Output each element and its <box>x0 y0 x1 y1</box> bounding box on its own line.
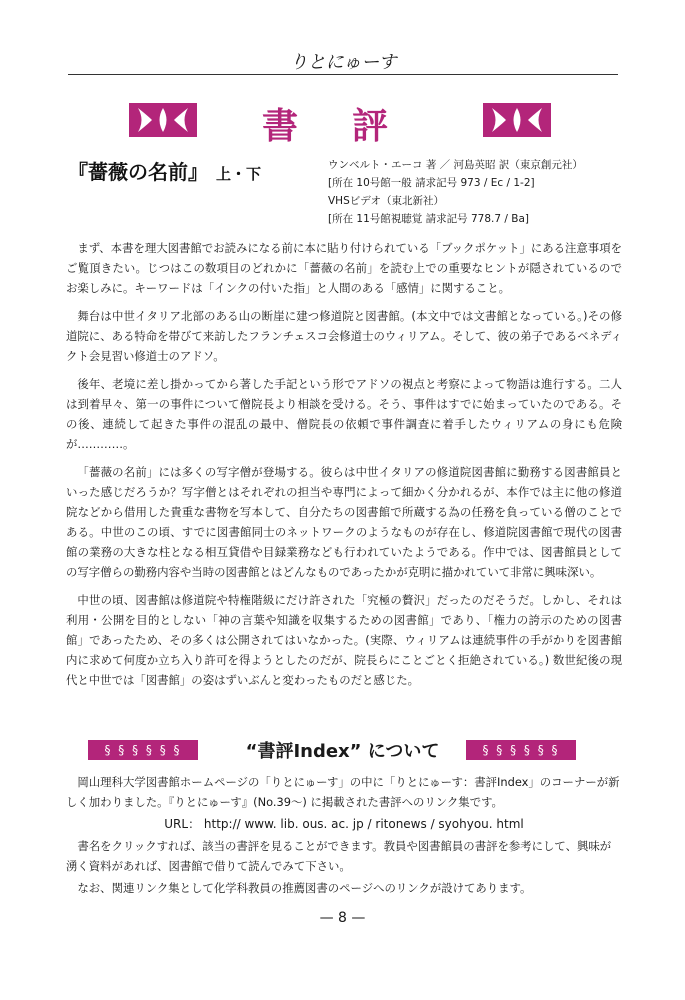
section-title-char-1: 書 <box>262 106 299 147</box>
newsletter-header <box>68 42 618 75</box>
index-paragraph: なお、関連リンク集として化学科教員の推薦図書のページへのリンクが設けてあります。 <box>77 881 532 895</box>
section-marks-left: § § § § § § <box>88 740 198 760</box>
book-location-line: [所在 10号館一般 請求記号 973 / Ec / 1-2] <box>328 177 535 189</box>
section-marks-right: § § § § § § <box>466 740 576 760</box>
review-paragraph: 中世の頃、図書館は修道院や特権階級にだけ許された「究極の贅沢」だったのだそうだ。しかし、それは利用・公開を目的としない「神の言葉や知識を収集するための図書館」であり、「権力の誇示のための図書館」であったため、その多くは公開されてはいなかった。(実際、ウィリアムは連続事件の手がかりを図書館内に求めて何度か立ち入り許可を得ようとしたのだが、院長らにことごとく拒絶されている。) 数世紀後の現代と中世では「図書館」の姿はずいぶんと変わったものだと感じた。 <box>66 593 622 687</box>
index-heading-row <box>0 737 685 765</box>
book-author-line: ウンベルト・エーコ 著 ／ 河島英昭 訳（東京創元社） <box>328 159 583 171</box>
section-title-row <box>0 98 685 147</box>
section-title-char-2: 評 <box>352 106 389 147</box>
review-paragraph: まず、本書を理大図書館でお読みになる前に本に貼り付けられている「ブックポケット」にある注意事項をご覧頂きたい。じつはこの数項目のどれかに「薔薇の名前」を読む上での重要なヒントが隠されているのでお楽しみに。キーワードは「インクの付いた指」と人間のある「感情」に関すること。 <box>66 241 622 295</box>
review-paragraph: 「薔薇の名前」には多くの写字僧が登場する。彼らは中世イタリアの修道院図書館に勤務する図書館員といった感じだろうか？写字僧とはそれぞれの担当や専門によって細かく分かれるが、本作では主に他の修道院などから借用した貴重な書物を写本して、自分たちの図書館で所蔵する為の任務を負っている僧のことである。中世のこの頃、すでに図書館同士のネットワークのようなものが存在し、修道院図書館で現代の図書館の業務の大きな柱となる相互貸借や目録業務なども行われていたようである。作中では、図書館員としての写字僧らの勤務内容や当時の図書館とはどんなものであったかが克明に描かれていて非常に興味深い。 <box>66 465 622 579</box>
floral-ornament-icon <box>128 102 198 138</box>
newsletter-title: りとにゅーす <box>289 52 397 73</box>
book-title <box>68 156 261 185</box>
index-paragraph: 岡山理科大学図書館ホームページの「りとにゅーす」の中に「りとにゅーす：書評Index」のコーナーが新しく加わりました。『りとにゅーす』(No.39～) に掲載された書評へのリンク集です。 <box>66 775 620 809</box>
index-paragraph: 書名をクリックすれば、該当の書評を見ることができます。教員や図書館員の書評を参考にして、興味が湧く資料があれば、図書館で借りて読んでみて下さい。 <box>66 839 612 873</box>
book-volumes: 上・下 <box>216 165 262 183</box>
floral-ornament-icon <box>482 102 552 138</box>
review-body <box>66 238 622 698</box>
index-heading: “書評Index” について <box>245 741 440 762</box>
review-paragraph: 後年、老境に差し掛かってから著した手記という形でアドソの視点と考察によって物語は進行する。二人は到着早々、第一の事件について僧院長より相談を受ける。そう、事件はすでに始まっていたのである。その後、連続して起きた事件の混乱の最中、僧院長の依頼で事件調査に着手したウィリアムの身にも危険が…………。 <box>66 377 622 451</box>
video-publisher-line: VHSビデオ（東北新社） <box>328 195 445 207</box>
book-title-text: 『薔薇の名前』 <box>68 160 208 184</box>
index-body <box>66 772 622 900</box>
review-paragraph: 舞台は中世イタリア北部のある山の断崖に建つ修道院と図書館。(本文中では文書館となっている。)その修道院に、ある特命を帯びて来訪したフランチェスコ会修道士のウィリアム。そして、彼の弟子であるベネディクト会見習い修道士のアドソ。 <box>66 309 622 363</box>
page-number: — 8 — <box>319 910 366 926</box>
book-info <box>328 156 628 228</box>
index-url: URL： http:// www. lib. ous. ac. jp / ritonews / syohyou. html <box>164 817 524 831</box>
video-location-line: [所在 11号館視聴覚 請求記号 778.7 / Ba] <box>328 213 529 225</box>
